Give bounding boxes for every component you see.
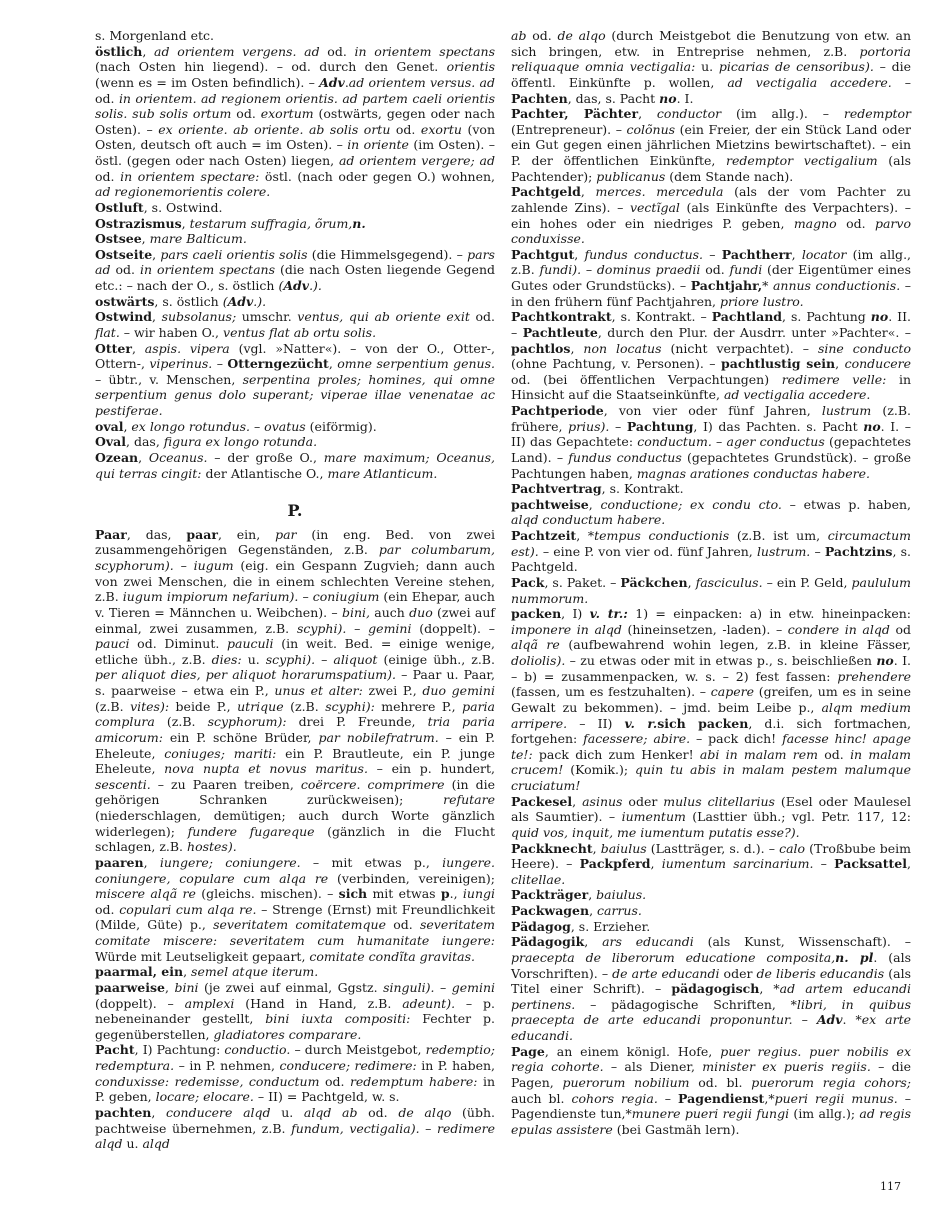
dictionary-entry: Pädagog, s. Erzieher. (511, 918, 651, 934)
dictionary-entry: Pachter, Pächter, conductor (im allg.). – redemptor (Entrepreneur). – colõnus (ein Freier, der ein Stück Land oder ein Gut gegen einen jährlichen Mietzins bewirtschaftet). – ein P. der öffentlichen Einkünfte, redemptor vectigalium (als Pachtender); publicanus (dem Stande nach). (511, 106, 911, 184)
dictionary-entry: Paar, das, paar, ein, par (in eng. Bed. von zwei zusammengehörigen Gegenständen, z.B. par columbarum, scyphorum). – iugum (eig. ein Gespann Zugvieh; dann auch von zwei Menschen, die in einem schlechten Vereine stehen, z.B. iugum impiorum nefarium). – coniugium (ein Ehepar, auch v. Tieren = Männchen u. Weibchen). – bini, auch duo (zwei auf einmal, zwei zusammen, z.B. scyphi). – gemini (doppelt). – pauci od. Diminut. pauculi (in weit. Bed. = einige wenige, etliche übh., z.B. dies: u. scyphi). – aliquot (einige übh., z.B. per aliquot dies, per aliquot horarumspatium). – Paar u. Paar, s. paarweise – etwa ein P., unus et alter: zwei P., duo gemini (z.B. vites): beide P., utrique (z.B. scyphi): mehrere P., paria complura (z.B. scyphorum): drei P. Freunde, tria paria amicorum: ein P. schöne Brüder, par nobilefratrum. – ein P. Eheleute, coniuges; mariti: ein P. Brautleute, ein P. junge Eheleute, nova nupta et novus maritus. – ein p. hundert, sescenti. – zu Paaren treiben, coërcere. comprimere (in die gehörigen Schranken zurückweisen); refutare (niederschlagen, demütigen; auch durch Worte gänzlich widerlegen); fundere fugareque (gänzlich in die Flucht schlagen, z.B. hostes). (95, 526, 496, 855)
dictionary-entry: Packträger, baiulus. (511, 887, 647, 903)
dictionary-entry: pachten, conducere alqd u. alqd ab od. de alqo (übh. pachtweise übernehmen, z.B. fundum, vectigalia). – redimere alqd u. alqd (95, 1104, 495, 1152)
dictionary-entry: Page, an einem königl. Hofe, puer regius. puer nobilis ex regia cohorte. – als Diener, minister ex pueris regiis. – die Pagen, puerorum nobilium od. bl. puerorum regia cohors; auch bl. cohors regia. – Pagendienst,*pueri regii munus. – Pagendienste tun,*munere pueri regii fungi (im allg.); ad regis epulas assistere (bei Gastmäh lern). (511, 1043, 912, 1137)
dictionary-entry: Pachtgeld, merces. mercedula (als der vom Pachter zu zahlende Zins). – vectĩgal (als Einkünfte des Verpachters). – ein hohes oder ein niedriges P. geben, magno od. parvo conduxisse. (511, 184, 911, 247)
dictionary-entry: Ostwind, subsolanus; umschr. ventus, qui ab oriente exit od. flat. – wir haben O., ventus flat ab ortu solis. (95, 309, 495, 340)
page-number: 117 (880, 1180, 901, 1193)
dictionary-entry: Packwagen, carrus. (511, 903, 642, 918)
dictionary-entry: Pack, s. Paket. – Päckchen, fasciculus. – ein P. Geld, paululum nummorum. (511, 574, 912, 606)
dictionary-entry: östlich, ad orientem vergens. ad od. in orientem spectans (nach Osten hin liegend). – od. durch den Genet. orientis (wenn es = im Osten befindlich). – Adv.ad orientem versus. ad od. in orientem. ad regionem orientis. ad partem caeli orientis solis. sub solis ortum od. exortum (ostwärts, gegen oder nach Osten). – ex oriente. ab oriente. ab solis ortu od. exortu (von Osten, deutsch oft auch = im Osten). – in oriente (im Osten). – östl. (gegen oder nach Osten) liegen, ad orientem vergere; ad od. in orientem spectare: östl. (nach oder gegen O.) wohnen, ad regionemorientis colere. (95, 43, 495, 200)
dictionary-entry: Packesel, asinus oder mulus clitellarius (Esel oder Maulesel als Saumtier). – iumentum (Lasttier übh.; vgl. Petr. 117, 12: quid vos, inquit, me iumentum putatis esse?). (511, 793, 912, 840)
dictionary-entry: Pachtzeit, *tempus conductionis (z.B. ist um, circumactum est). – eine P. von vier od. fünf Jahren, lustrum. – Pachtzins, s. Pachtgeld. (511, 528, 911, 575)
dictionary-entry: paarmal, ein, semel atque iterum. (95, 964, 319, 980)
dictionary-entry: pachtweise, conductione; ex condu cto. – etwas p. haben, alqd conductum habere. (511, 496, 911, 528)
dictionary-entry: oval, ex longo rotundus. – ovatus (eiförmig). (95, 418, 377, 434)
left-column (95, 28, 495, 1152)
dictionary-entry: paarweise, bini (je zwei auf einmal, Ggstz. singuli). – gemini (doppelt). – amplexi (Hand in Hand, z.B. adeunt). – p. nebeneinander gestellt, bini iuxta compositi: Fechter p. gegenüberstellen, gladiatores comparare. (95, 979, 496, 1042)
dictionary-entry: Packknecht, baiulus (Lastträger, s. d.). – calo (Troßbube beim Heere). – Packpferd, iumentum sarcinarium. – Packsattel, clitellae. (511, 840, 911, 887)
right-column (511, 28, 911, 1137)
dictionary-entry: Oval, das, figura ex longo rotunda. (95, 434, 318, 450)
dictionary-entry: Otter, aspis. vipera (vgl. »Natter«). – von der O., Otter-, Ottern-, viperinus. – Otterngezücht, omne serpentium genus. – übtr., v. Menschen, serpentina proles; homines, qui omne serpentium genus dolo superant; viperae illae venenatae ac pestiferae. (95, 340, 496, 418)
dictionary-entry: Pädagogik, ars educandi (als Kunst, Wissenschaft). – praecepta de liberorum educatione composita,n. pl. (als Vorschriften). – de arte educandi oder de liberis educandis (als Titel einer Schrift). – pädagogisch, *ad artem educandi pertinens. – pädagogische Schriften, *libri, in quibus praecepta de arte educandi proponuntur. – Adv. *ex arte educandi. (511, 934, 912, 1043)
dictionary-entry: Ostsee, mare Balticum. (95, 231, 247, 247)
dictionary-entry: Ozean, Oceanus. – der große O., mare maximum; Oceanus, qui terras cingit: der Atlantische O., mare Atlanticum. (95, 449, 495, 481)
dictionary-entry: Pachtkontrakt, s. Kontrakt. – Pachtland, s. Pachtung no. II. – Pachtleute, durch den Plur. der Ausdrr. unter »Pachter«. – pachtlos, non locatus (nicht verpachtet). – sine conducto (ohne Pachtung, v. Personen). – pachtlustig sein, conducere od. (bei öffentlichen Verpachtungen) redimere velle: in Hinsicht auf die Staatseinkünfte, ad vectigalia accedere. (511, 309, 912, 403)
dictionary-entry: packen, I) v. tr.: 1) = einpacken: a) in etw. hineinpacken: imponere in alqd (hineinsetzen, -laden). – condere in alqd od alqã re (aufbewahrend wohin legen, z.B. in kleine Fässer, doliolis). – zu etwas oder mit in etwas p., s. beischließen no. I. – b) = zusammenpacken, w. s. – 2) fest fassen: prehendere (fassen, um es festzuhalten). – capere (greifen, um es in seine Gewalt zu bekommen). – jmd. beim Leibe p., alqm medium arripere. – II) v. r.sich packen, d.i. sich fortmachen, fortgehen: facessere; abire. – pack dich! facesse hinc! apage te!: pack dich zum Henker! abi in malam rem od. in malam crucem! (Komik.); quin tu abis in malam pestem malumque cruciatum! (511, 606, 912, 793)
dictionary-entry: Pacht, I) Pachtung: conductio. – durch Meistgebot, redemptio; redemptura. – in P. nehmen, conducere; redimere: in P. haben, conduxisse: redemisse, conductum od. redemptum habere: in P. geben, locare; elocare. – II) = Pachtgeld, w. s. (95, 1042, 496, 1105)
dictionary-entry: ostwärts, s. östlich (Adv.). (95, 293, 267, 309)
dictionary-entry: Pachtvertrag, s. Kontrakt. (511, 481, 684, 497)
section-heading: P. (287, 501, 303, 521)
dictionary-entry: Ostseite, pars caeli orientis solis (die Himmelsgegend). – pars ad od. in orientem spectans (die nach Osten liegende Gegend etc.: – nach der O., s. östlich (Adv.). (95, 246, 495, 293)
dictionary-entry: Pachtgut, fundus conductus. – Pachtherr, locator (im allg., z.B. fundi). – dominus praedii od. fundi (der Eigentümer eines Gutes oder Grundstücks). – Pachtjahr,* annus conductionis. – in den frühern fünf Pachtjahren, priore lustro. (511, 246, 912, 309)
dictionary-entry: s. Morgenland etc. (95, 28, 214, 43)
dictionary-entry: Pachtperiode, von vier oder fünf Jahren, lustrum (z.B. frühere, prius). – Pachtung, I) das Pachten. s. Pacht no. I. – II) das Gepachtete: conductum. – ager conductus (gepachtetes Land). – fundus conductus (gepachtetes Grundstück). – große Pachtungen haben, magnas arationes conductas habere. (511, 403, 912, 481)
dictionary-entry: Ostrazismus, testarum suffragia, õrum,n. (95, 215, 366, 231)
dictionary-entry: ab od. de alqo (durch Meistgebot die Benutzung von etw. an sich bringen, etw. in Entreprise nehmen, z.B. portoria reliquaque omnia vectigalia: u. picarias de censoribus). – die öffentl. Einkünfte p. wollen, ad vectigalia accedere. – Pachten, das, s. Pacht no. I. (511, 28, 911, 106)
dictionary-entry: Ostluft, s. Ostwind. (95, 199, 223, 215)
dictionary-entry: paaren, iungere; coniungere. – mit etwas p., iungere. coniungere, copulare cum alqa re (verbinden, vereinigen); miscere alqã re (gleichs. mischen). – sich mit etwas p., iungi od. copulari cum alqa re. – Strenge (Ernst) mit Freundlichkeit (Milde, Güte) p., severitatem comitatemque od. severitatem comitate miscere: severitatem cum humanitate iungere: Würde mit Leutseligkeit gepaart, comitate condĩta gravitas. (95, 854, 495, 964)
